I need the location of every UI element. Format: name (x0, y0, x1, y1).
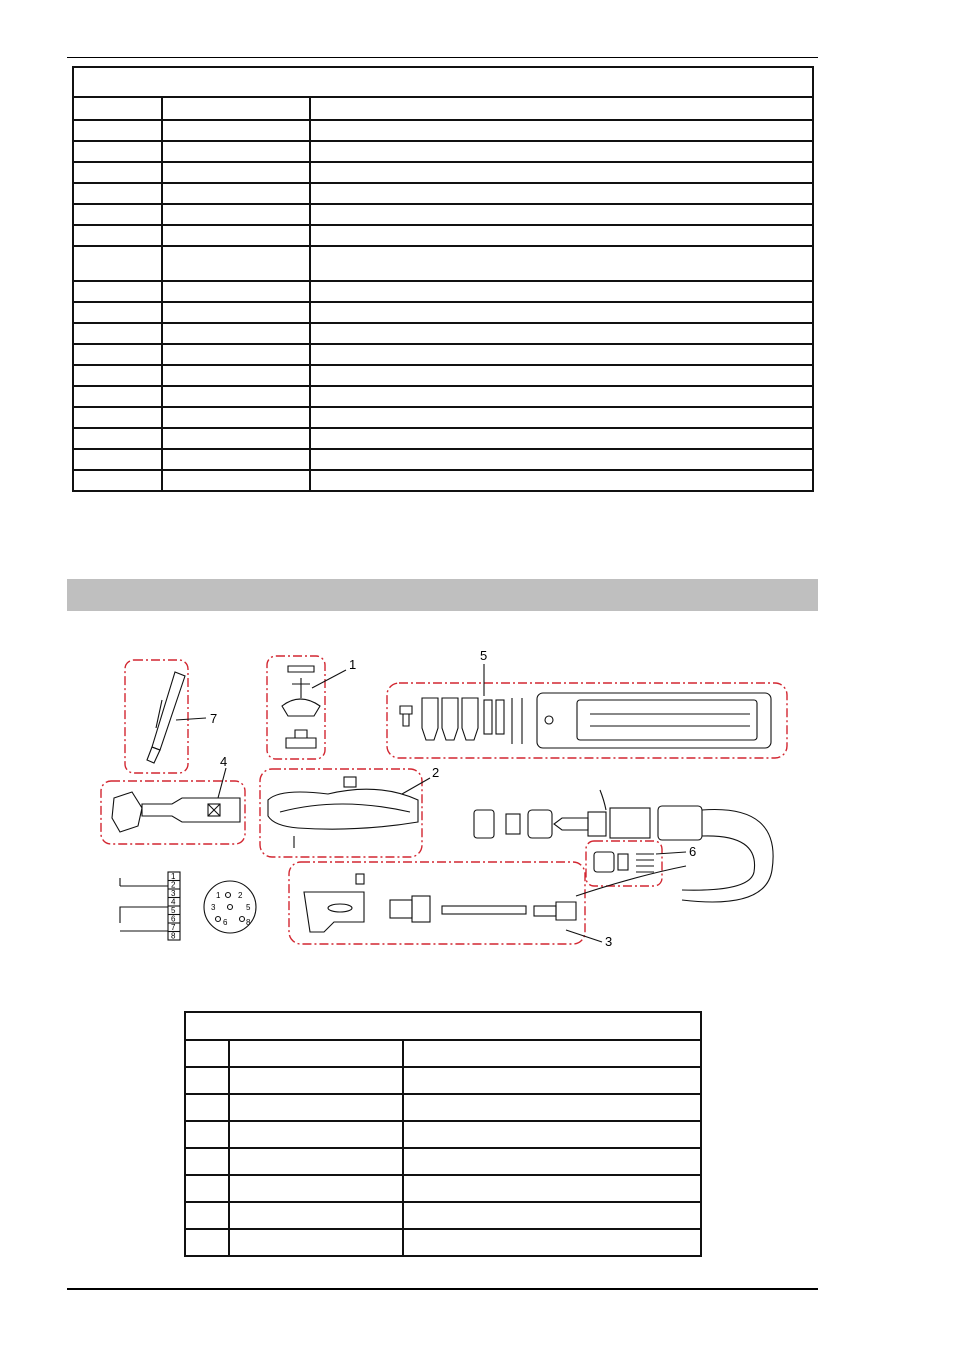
cell (185, 1175, 229, 1202)
cell (162, 281, 310, 302)
table-title-row (185, 1012, 701, 1040)
cell (162, 162, 310, 183)
cell (185, 1121, 229, 1148)
torch-head-part (112, 792, 240, 832)
cell (73, 204, 162, 225)
table-row (185, 1229, 701, 1256)
header-cell (162, 97, 310, 120)
callout-1: 1 (349, 657, 357, 672)
table-row (73, 428, 813, 449)
cell (162, 225, 310, 246)
pin-label: 1 (216, 891, 221, 900)
table-row (73, 204, 813, 225)
cell (162, 344, 310, 365)
cell (162, 449, 310, 470)
cell (162, 470, 310, 491)
cell (310, 183, 813, 204)
cell (310, 407, 813, 428)
callout-2: 2 (432, 765, 440, 780)
cell (185, 1040, 229, 1067)
section-heading-band (67, 579, 818, 611)
cell (229, 1040, 403, 1067)
cell (73, 246, 162, 281)
cell (162, 246, 310, 281)
table-row (185, 1067, 701, 1094)
cell (310, 225, 813, 246)
cell (310, 344, 813, 365)
table-title-cell (73, 67, 813, 97)
cell (162, 204, 310, 225)
table-row (185, 1175, 701, 1202)
cell (185, 1067, 229, 1094)
table-row (73, 141, 813, 162)
pin-label: 3 (211, 903, 216, 912)
group-outline-3 (289, 862, 585, 944)
header-rule (67, 57, 818, 58)
cell (310, 120, 813, 141)
cell (73, 323, 162, 344)
cell (185, 1202, 229, 1229)
cell (403, 1148, 701, 1175)
table-row (73, 470, 813, 491)
table-row (185, 1094, 701, 1121)
header-cell (73, 97, 162, 120)
switch-cable-part (304, 866, 686, 932)
table-row (185, 1121, 701, 1148)
table-row (73, 323, 813, 344)
cell (162, 428, 310, 449)
terminal-label: 7 (171, 923, 176, 932)
cell (185, 1229, 229, 1256)
terminal-label: 6 (171, 914, 176, 924)
parts-table-bottom (184, 1011, 702, 1257)
cell (229, 1121, 403, 1148)
cell (310, 162, 813, 183)
cell (73, 162, 162, 183)
terminal-label: 8 (171, 931, 176, 941)
pin-label: 5 (246, 903, 251, 912)
cell (403, 1094, 701, 1121)
pin-label: 6 (223, 918, 228, 927)
back-cap-part (147, 672, 185, 763)
cell (162, 141, 310, 162)
cell (162, 365, 310, 386)
table-row (73, 365, 813, 386)
cell (403, 1229, 701, 1256)
cell (310, 428, 813, 449)
cell (73, 386, 162, 407)
callout-4: 4 (220, 754, 228, 769)
handle-part (268, 777, 418, 848)
table-row (73, 183, 813, 204)
cell (229, 1094, 403, 1121)
cell (73, 344, 162, 365)
table-title-cell (185, 1012, 701, 1040)
cell (229, 1175, 403, 1202)
cell (310, 204, 813, 225)
torch-body-and-hose-part (474, 790, 773, 902)
consumables-kit-part (400, 693, 771, 748)
table-row (73, 344, 813, 365)
cell (162, 386, 310, 407)
table-title-row (73, 67, 813, 97)
cell (310, 302, 813, 323)
cell (73, 449, 162, 470)
cell (403, 1175, 701, 1202)
connector-parts (594, 852, 654, 872)
torch-exploded-diagram (90, 640, 800, 960)
table-row (185, 1040, 701, 1067)
terminal-label: 3 (171, 889, 176, 898)
table-row (73, 449, 813, 470)
cell (73, 407, 162, 428)
table-row (73, 302, 813, 323)
terminal-label: 4 (171, 897, 176, 907)
table-header-row (73, 97, 813, 120)
cell (185, 1094, 229, 1121)
leader-3 (566, 930, 602, 942)
cell (73, 120, 162, 141)
table-row (185, 1148, 701, 1175)
callout-7: 7 (210, 711, 218, 726)
leader-7 (176, 718, 206, 720)
callout-5: 5 (480, 648, 488, 663)
cell (229, 1148, 403, 1175)
table-row (73, 162, 813, 183)
cell (185, 1148, 229, 1175)
cell (310, 365, 813, 386)
footer-rule (67, 1288, 818, 1290)
cell (162, 183, 310, 204)
cell (73, 470, 162, 491)
cell (310, 281, 813, 302)
cell (310, 386, 813, 407)
cell (162, 302, 310, 323)
table-row (73, 386, 813, 407)
terminal-label: 5 (171, 906, 176, 915)
group-outline-4 (101, 781, 245, 844)
cell (229, 1202, 403, 1229)
callout-3: 3 (605, 934, 613, 949)
group-outline-5 (387, 683, 787, 758)
pin-label: 8 (246, 918, 251, 927)
cell (229, 1229, 403, 1256)
terminal-label: 1 (171, 872, 176, 881)
table-row (73, 246, 813, 281)
cell (73, 302, 162, 323)
cell (73, 428, 162, 449)
cell (403, 1121, 701, 1148)
callout-6: 6 (689, 844, 697, 859)
table-row (185, 1202, 701, 1229)
cell (229, 1067, 403, 1094)
group-outline-2 (260, 769, 422, 857)
cell (73, 281, 162, 302)
cell (73, 141, 162, 162)
cell (403, 1067, 701, 1094)
leader-6 (656, 852, 686, 854)
cell (162, 120, 310, 141)
pin-label: 2 (238, 891, 243, 900)
table-row (73, 225, 813, 246)
leader-1 (312, 670, 346, 688)
header-cell (310, 97, 813, 120)
leader-4 (218, 768, 226, 798)
cell (403, 1202, 701, 1229)
cell (162, 407, 310, 428)
cell (310, 246, 813, 281)
terminal-label: 2 (171, 880, 176, 890)
cell (73, 365, 162, 386)
cell (162, 323, 310, 344)
table-row (73, 281, 813, 302)
leader-2 (402, 778, 430, 794)
cell (310, 141, 813, 162)
table-row (73, 120, 813, 141)
cell (73, 183, 162, 204)
cell (310, 323, 813, 344)
group-outline-7 (125, 660, 188, 773)
cell (310, 449, 813, 470)
parts-table-top (72, 66, 814, 492)
cell (310, 470, 813, 491)
switch-hardware-part (282, 666, 320, 748)
cell (73, 225, 162, 246)
cell (403, 1040, 701, 1067)
table-row (73, 407, 813, 428)
group-outline-6 (586, 841, 662, 886)
